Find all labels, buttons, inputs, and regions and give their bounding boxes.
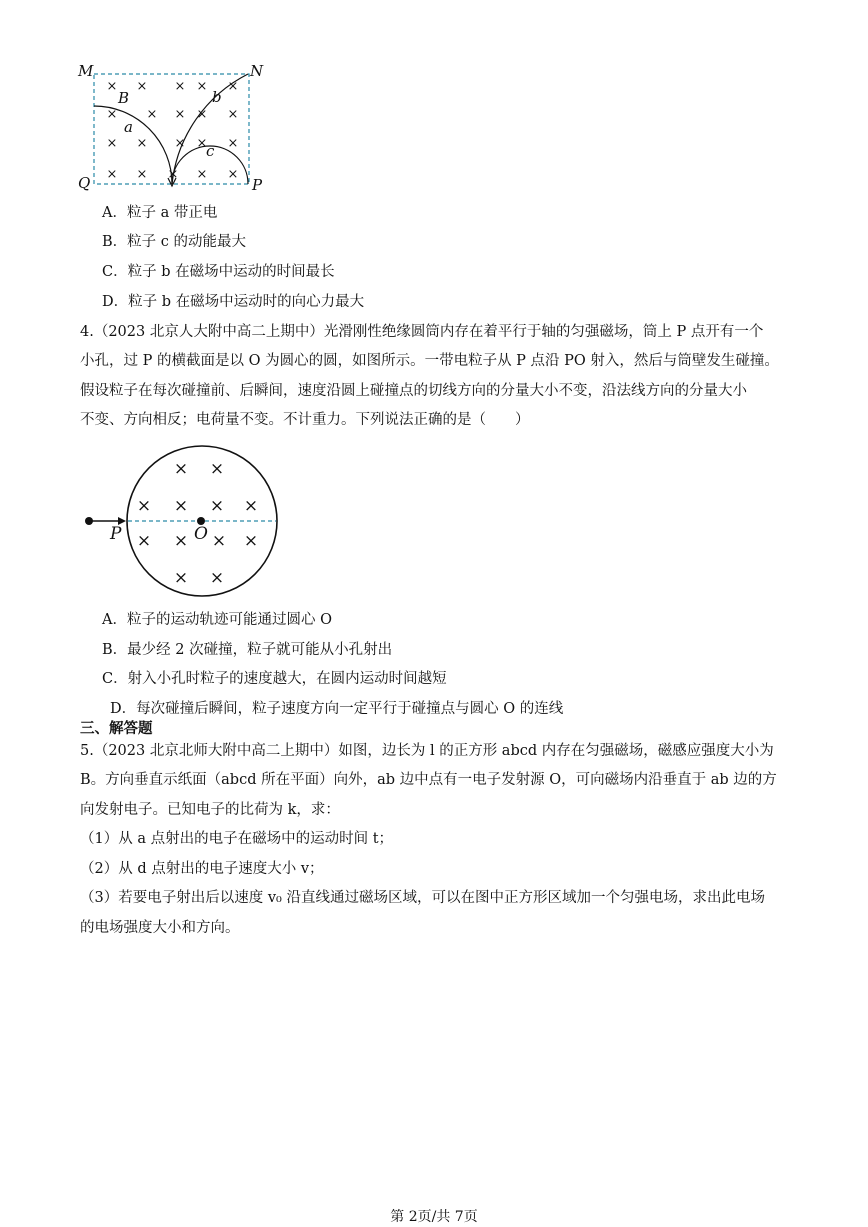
svg-text:×: × — [167, 167, 179, 182]
label-P: P — [252, 176, 263, 194]
svg-text:×: × — [196, 107, 208, 122]
svg-text:×: × — [209, 459, 225, 479]
q3-option-b: B．粒子 c 的动能最大 — [102, 234, 246, 250]
svg-text:×: × — [174, 79, 186, 94]
q4-stem-line-3: 假设粒子在每次碰撞前、后瞬间，速度沿圆上碰撞点的切线方向的分量大小不变，沿法线方向的分量大小 — [80, 383, 747, 399]
q4-option-c: C．射入小孔时粒子的速度越大，在圆内运动时间越短 — [102, 671, 447, 687]
svg-text:×: × — [106, 136, 118, 151]
label-Q: Q — [78, 174, 91, 192]
q3-option-c: C．粒子 b 在磁场中运动的时间最长 — [102, 264, 335, 280]
q3-option-d: D．粒子 b 在磁场中运动时的向心力最大 — [102, 294, 365, 310]
svg-text:×: × — [136, 136, 148, 151]
svg-text:×: × — [146, 107, 158, 122]
svg-text:×: × — [227, 107, 239, 122]
q4-stem-line-1: 4.（2023 北京人大附中高二上期中）光滑刚性绝缘圆筒内存在着平行于轴的匀强磁场，筒上 P 点开有一个 — [80, 324, 764, 340]
svg-text:×: × — [174, 136, 186, 151]
svg-text:×: × — [243, 531, 259, 551]
svg-text:×: × — [196, 79, 208, 94]
page-number: 第 2页/共 7页 — [390, 1209, 478, 1225]
svg-text:×: × — [174, 107, 186, 122]
svg-text:×: × — [209, 568, 225, 588]
q5-sub-3: （3）若要电子射出后以速度 v₀ 沿直线通过磁场区域，可以在图中正方形区域加一个匀强电场，求出此电场 — [80, 890, 765, 906]
svg-text:×: × — [106, 107, 118, 122]
q5-stem-line-2: B。方向垂直示纸面（abcd 所在平面）向外，ab 边中点有一电子发射源 O，可向磁场内沿垂直于 ab 边的方 — [80, 772, 777, 788]
svg-text:×: × — [227, 167, 239, 182]
q5-sub-1: （1）从 a 点射出的电子在磁场中的运动时间 t； — [80, 831, 394, 847]
label-N: N — [250, 62, 264, 80]
svg-text:×: × — [196, 136, 208, 151]
label-c: c — [206, 142, 215, 160]
svg-text:×: × — [136, 79, 148, 94]
rectangle-field-diagram — [70, 60, 280, 200]
figure-circular-cylinder — [78, 440, 288, 600]
q5-stem-line-1: 5.（2023 北京北师大附中高二上期中）如图，边长为 l 的正方形 abcd 内存在匀强磁场，磁感应强度大小为 — [80, 743, 774, 759]
svg-text:×: × — [136, 496, 152, 516]
svg-text:×: × — [136, 167, 148, 182]
q5-sub-2: （2）从 d 点射出的电子速度大小 v； — [80, 861, 324, 877]
q5-sub-3-cont: 的电场强度大小和方向。 — [80, 920, 240, 936]
svg-text:×: × — [106, 79, 118, 94]
label-O: O — [194, 524, 208, 544]
cylinder-diagram — [78, 440, 288, 600]
label-P: P — [110, 524, 122, 544]
q4-option-d: D．每次碰撞后瞬间，粒子速度方向一定平行于碰撞点与圆心 O 的连线 — [110, 701, 564, 717]
svg-text:×: × — [227, 136, 239, 151]
svg-text:×: × — [173, 459, 189, 479]
q4-stem-line-2: 小孔，过 P 的横截面是以 O 为圆心的圆，如图所示。一带电粒子从 P 点沿 PO 射入，然后与筒壁发生碰撞。 — [80, 353, 779, 369]
label-M: M — [78, 62, 94, 80]
svg-text:×: × — [227, 79, 239, 94]
q4-option-b: B．最少经 2 次碰撞，粒子就可能从小孔射出 — [102, 642, 393, 658]
svg-text:×: × — [209, 496, 225, 516]
label-b: b — [212, 88, 222, 106]
svg-text:×: × — [173, 496, 189, 516]
label-B: B — [118, 89, 130, 107]
figure-magnetic-field-rectangle — [70, 60, 280, 200]
q4-option-a: A．粒子的运动轨迹可能通过圆心 O — [102, 612, 332, 628]
label-a: a — [124, 118, 133, 136]
svg-text:×: × — [196, 167, 208, 182]
q4-stem-line-4: 不变、方向相反；电荷量不变。不计重力。下列说法正确的是（ ） — [80, 412, 530, 428]
svg-text:×: × — [211, 531, 227, 551]
svg-text:×: × — [173, 531, 189, 551]
svg-text:×: × — [243, 496, 259, 516]
svg-text:×: × — [106, 167, 118, 182]
q5-stem-line-3: 向发射电子。已知电子的比荷为 k，求： — [80, 802, 340, 818]
q3-option-a: A．粒子 a 带正电 — [102, 205, 218, 221]
section-heading: 三、解答题 — [80, 720, 153, 737]
svg-text:×: × — [173, 568, 189, 588]
svg-text:×: × — [136, 531, 152, 551]
